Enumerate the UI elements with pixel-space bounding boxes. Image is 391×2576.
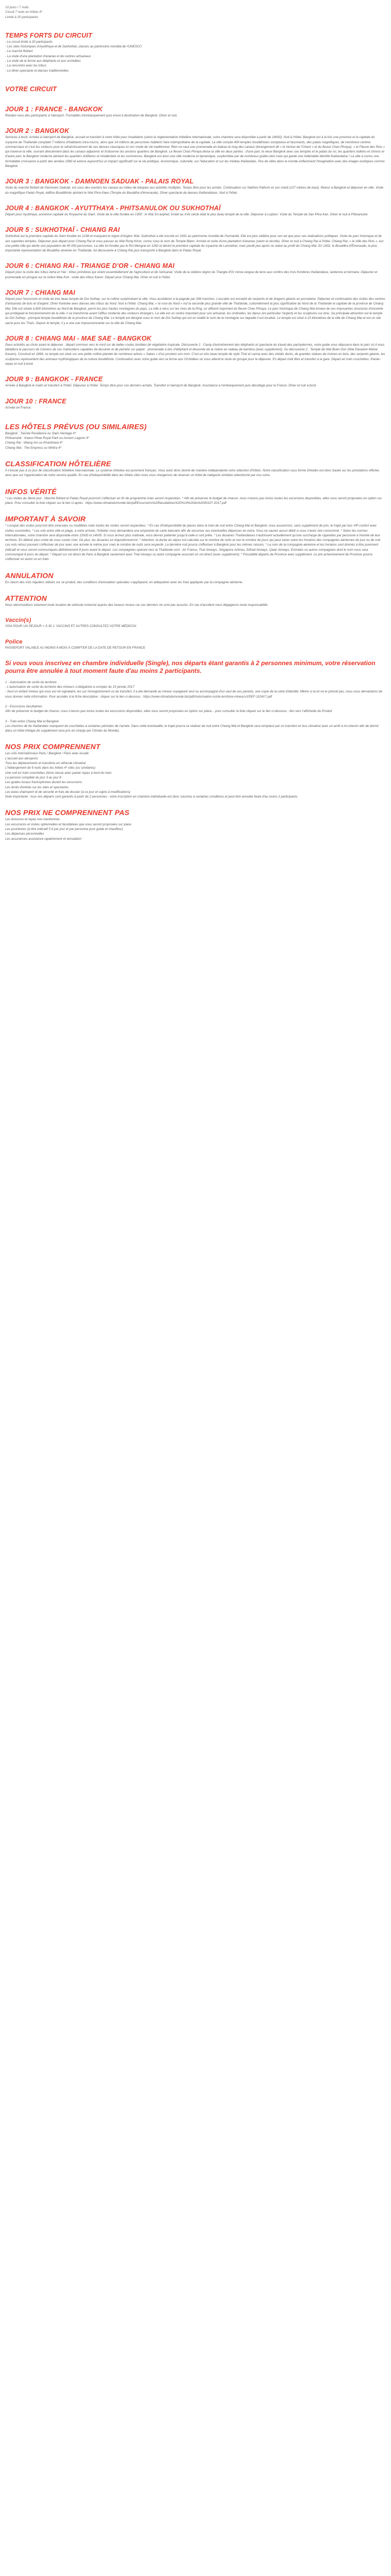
list-item: Les excursions et visites optionnelles et facultatives que vous seront proposées sur place — [5, 822, 132, 826]
section-title: ANNULATION — [5, 571, 54, 580]
section-title: ATTENTION — [5, 594, 47, 602]
hotel-item: Bangkok : Twonte Residence ou Siam Heritage 4* — [5, 431, 76, 435]
list-item: L'hébergement de 6 nuits dans les hôtels 4* cités (ou similaires) — [5, 766, 95, 770]
prix-ne-comprend-section — [5, 808, 386, 841]
hotel-item: Phitsanulok : Kaeon Phee Royal Park ou Amarin Lagoon 4* — [5, 436, 89, 440]
day-text: Départ pour l'excursion et visite du très beau temple de Doi Suthep, sur la colline surplombant la ville. Vous accéderez à la pagode par 306 marches. L'escalier est encadré de serpents et de dragons géants en porcelaine. Déjeuner et continuation des visites des centres d'artisanats de bois et d'argent. Dîner Kantoke avec danses des tribus du Nord. Nuit à l'hôtel. Chiang Mai, « la rose du Nord » est la seconde plus grande ville de Thaïlande, culturellement la plus significative du Nord de la Thaïlande et capitale de la province de Chiang Mai. Elle est située à 800 kilomètres au Nord de Bangkok, parmi les plus hautes montagnes du pays. La ville a vécu sur les rives de la Ping, un affluent important du fleuve Chao Phraya. Le parc historique de Chiang Mai émane de ses imposantes structures d'enceinte qui protégeait le fonctionnement de la ville, il se transforme avant l'afflux moderne des visiteurs étrangers. La ville est un centre important pour son artisanat, les ombrelles, les bijoux (en particulier l'argent) et les sculptures sur bois. Sa principale attraction est le temple du Doi Suthep : principal temple bouddhiste de la province de Chiang Mai. Le temple est désigné sous le nom de Doi Suthep qui est en réalité le nom de la montagne sur laquelle il est localisé. Le temple est situé à 15 kilomètres de la ville de Chiang Mai et est un site sacré pour les Thaïs. Depuis le temple, il y a une vue impressionnante sur la ville de Chiang Mai. — [5, 297, 385, 325]
notes-section — [5, 680, 386, 734]
list-item: - Les sites historiques d'Ayutthaya et de Sukhothaï, classés au patrimoine mondial de l'UNESCO — [5, 45, 142, 49]
section-title: Police — [5, 638, 23, 645]
section-text: VISA POUR UN SÉJOUR > À 30 J. VACCINS ET AUTRES CONSULTEZ VOTRE MÉDECIN — [5, 624, 136, 629]
list-item: Les vols internationaux Paris / Bangkok / Paris avec escale — [5, 752, 89, 756]
list-item: Note importante : tous nos départs sont garantis à partir de 2 personnes ; votre inscription en chambre individuelle est donc soumise à certaines conditions et peut être annulée faute d'au moins 2 participants. — [5, 795, 299, 799]
intro-line: Limité à 20 participants. — [5, 15, 39, 19]
day-section — [5, 127, 386, 168]
section-title: IMPORTANT À SAVOIR — [5, 515, 86, 523]
section-text: * Les visites du 3ème jour : Marché flottant et Palais Royal pourront s'effectuer en fin de programme mais seront respectées. * Afin de préserver le budget de chacun, nous n'avons pas inclus toutes les excursions disponibles, elles vous seront proposées en option sur place. Pour consulter la liste cliquez sur le lien ci-après : https://www.climatsdumonde.biz/pdf/Excursions%20facultatives%20%19%20du%2000107-2017.pdf — [5, 496, 382, 505]
section-text: En raison des vols réguliers utilisés sur ce produit, des conditions d'annulation spéciales s'appliquent, en adéquation avec les frais appliqués par la compagnie aérienne. — [5, 580, 243, 584]
list-item: Les pourboires (à titre indicatif 5 € par jour et par personne pour guide et chauffeur) — [5, 827, 123, 832]
day-section — [5, 226, 386, 253]
day-section — [5, 398, 386, 410]
day-title: JOUR 8 : CHIANG MAI - MAE SAE - BANGKOK — [5, 334, 152, 342]
list-item: - Le marché flottant — [5, 49, 33, 54]
section-title: NOS PRIX COMPRENNENT — [5, 742, 101, 751]
list-item: - La rencontre avec les tribus — [5, 64, 46, 68]
day-title: JOUR 3 : BANGKOK - DAMNOEN SADUAK - PALAIS ROYAL — [5, 178, 194, 185]
list-item: Les droits d'entrée sur les sites et spectacles — [5, 785, 69, 789]
day-title: JOUR 5 : SUKHOTHAÏ - CHIANG RAI — [5, 226, 120, 234]
note-line: 2 - Excursions facultatives — [5, 705, 42, 708]
vaccin-section — [5, 617, 386, 629]
section-title: NOS PRIX NE COMPRENNENT PAS — [5, 808, 129, 817]
list-item: - La visite de la ferme aux éléphants et aux orchidées — [5, 59, 81, 63]
list-item: - Le circuit limité à 20 participants — [5, 40, 53, 44]
list-item: L'accueil aux aéroports — [5, 756, 38, 760]
section-title: Vaccin(s) — [5, 617, 31, 624]
list-item: La pension complète du jour 3 au jour 8 — [5, 775, 61, 779]
section-text: * Lorsque des visites pourront être inversées ou modifiées mais toutes les visites seront respectées. * En cas d'indisponibilité de places dans le train de nuit entre Chiang Mai et Bangkok, nous assurerons, sans supplément de prix, le trajet par bus VIP confort avec visites couchettes. * Les vols entre ville et plage, à votre arrivée, l'hôtelier vous demandera une empreinte de carte bancaire afin de sécuriser ses éventuelles dépenses en extra. Vous ne saurez aucun débit si vous n'avez rien consommé. * Selon les normes internationales, votre chambre sera disponible entre 12h00 et 14h00. Si vous arrivez plus matinale, vous devrez patienter jusqu'à celle-ci soit prête. * Les douanes Thaïlandaises n'autorisent actuellement qu'une surcharge de cigarettes par personne à l'entrée de leur territoire. En détenir plus coûte de vous couter cher. De plus, les douanes lui réquisitionneront. * Attention, la durée du séjour est calculée sur le nombre de nuits et non le nombre de jours qui peut varier selon les horaires des compagnies aériennes de jour ou de nuit. Les vols retour pouvant s'effectuer de jour avec une arrivée le même jour mais le nombre de nuits sera respecté. La dernière nuit pourra s'effectuer à Bangkok pour les mêmes raisons. * Le nom de la compagnie aérienne et les horaires sont donnés à titre purement indicatif et vous seront communiqués définitivement 8 jours avant le départ. Les compagnies opérant vers la Thaïlande sont : Air France, Thaï Airways, Singapore Airlines, Etihad Airways, Qatar Airways, Emirates ou autres compagnies dont le nom vous sera communiqué 8 jours du départ. * Départ sur vol direct de Paris à Bangkok seulement avec Thaï Airways ou autre compagnie assurant un vol direct (avec supplément). * Possibilité départs de Province avec supplément. Le pré acheminement de Province pourra s'effectuer en avion ou en train. — [5, 524, 381, 562]
prix-comprend-section — [5, 742, 386, 799]
classification-section — [5, 460, 386, 478]
votre-circuit-title: VOTRE CIRCUIT — [5, 85, 57, 93]
list-item: Les boissons et repas non mentionnés — [5, 818, 60, 822]
section-text: Nous déconseillons vivement toute location de véhicule motorisé auprès des loueurs locaux car ces derniers ne sont pas assurés. En cas d'accident nous dégageons toute responsabilité. — [5, 603, 269, 607]
list-item: Les dépenses personnelles — [5, 832, 44, 836]
day-text: Départ pour Ayutthaya, ancienne capitale du Royaume du Siam. Visite de la ville fondée en 1350 : le Wat Sri-anphet, fondé au XVe siècle était le plus beau temple de la ville. Déjeuner à Lopburi. Visite du Temple de San Phra Kan. Dîner et nuit à Phitsanulok. — [5, 212, 369, 216]
day-text: Rendez-vous des participants à l'aéroport. Formalités d'embarquement puis envol à destination de Bangkok. Dîner et nuit. — [5, 113, 177, 117]
list-item: Une nuit en train couchettes 2ème classe avec panier repas à bord du train — [5, 771, 112, 775]
day-title: JOUR 2 : BANGKOK — [5, 127, 70, 135]
temps-forts-section — [5, 32, 386, 73]
single-room-warning: Si vous vous inscrivez en chambre individuelle (Single), nos départs étant garantis à 2 personnes minimum, votre réservation pourra être annulée à tout moment faute d'au moins 2 participants. — [5, 659, 376, 674]
important-section — [5, 515, 386, 562]
hotels-section — [5, 422, 386, 450]
list-item: Les taxes d'aéroport et de sécurité et frais de dossier (à ce jour et sujets à modifications) — [5, 790, 131, 794]
intro-line: 10 jours / 7 nuits. — [5, 6, 30, 9]
section-title: TEMPS FORTS DU CIRCUIT — [5, 31, 92, 39]
annulation-section — [5, 571, 386, 585]
intro-block — [5, 5, 386, 20]
day-text: Services à bord. Arrivée à l'aéroport de Bangkok, accueil et transfert à votre hôtel pour installation (selon la réglementation hôtelière internationale, votre chambre sera disponible à partir de 14h00). Nuit à l'hôtel. Bangkok est à la fois une province et la capitale du royaume de Thaïlande comptant 7 millions d'habitants intra-muros, alors que 14 millions de personnes habitent l'aire métropolitaine de la capitale. La ville compte 400 temples bouddhistes somptueux et fascinants, des palais magnifiques, de nombreux centres commerciaux et c'est les visiteurs pour le rafraîchissement de ses danses classiques et son mode de vie traditionnel. Rien ne vaut une promenade en bateau le long des canaux (étrangement dit « la Venise de l'Orient » et du fleuve Chao Phraya). « le Fleuve des Rois » qui traverse la ville, ouvrant directement dans les canaux adjacents et d'observer les anciens quartiers de Bangkok. Le fleuve Chao Phraya divise la ville en deux parties : d'une part, le vieux Bangkok avec ses temples et le palais du roi, les quartiers indiens et chinois et d'autre part, le Bangkok moderne abritant les quartiers d'affaires et résidentiels et les commerces. Bangkok est ainsi une ville moderne et dynamique, surplombée par de nombreux gratte-ciels mais qui garde une indéniable identité thaïlandaise ! La ville a connu une formidable croissance à partir des années 1960 et exerce aujourd'hui un impact significatif sur la vie politique, économique, culturelle, sur l'éducation et sur les médias thaïlandais. Peu de villes dans le monde enflamment l'imagination avec des images exotiques comme Bangkok. — [5, 135, 385, 168]
section-title: LES HÔTELS PRÉVUS (OU SIMILAIRES) — [5, 422, 147, 431]
list-item: - Le dîner-spectacle et danses traditionnelles — [5, 69, 69, 73]
note-line: 3 - Train entre Chiang Mai et Bangkok — [5, 719, 59, 723]
note-line: - L'autorisation de sortie du territoire des mineurs s'obligatoire à compter du 15 janvier 2017 — [5, 685, 135, 689]
document-page — [0, 0, 391, 852]
day-section — [5, 262, 386, 280]
day-title: JOUR 6 : CHIANG RAI - TRIANGE D'OR - CHIANG MAI — [5, 262, 175, 270]
list-item: - La visite d'une plantation d'ananas et de centres artisanaux — [5, 54, 91, 58]
hotel-item: Chiang Rai : Wiang Inn ou Khanthana 4* — [5, 441, 63, 445]
section-text: Il n'existe pas à ce jour de classification hôtelière internationale. Le système d'étoiles est purement français. Vous avez donc donné de manière indépendante votre sélection d'hôtels. Notre classification sous forme d'étoiles est donc basée sur les prestations offertes ainsi que sur l'appréciation de notre service qualité. En cas d'indisponibilité dans les hôtels cités nous vous chargerons de réserver un hôtel de catégorie similaire sélectionné par nos soins. — [5, 469, 380, 478]
section-title: INFOS VÉRITÉ — [5, 487, 57, 496]
list-item: Les assurances assistance rapatriement et annulation — [5, 837, 82, 841]
day-section — [5, 335, 386, 366]
attention-section — [5, 594, 386, 607]
day-text: Arrivée en France. — [5, 405, 31, 410]
day-title: JOUR 10 : FRANCE — [5, 397, 67, 405]
day-text: Deux activités au choix avant le déjeuner : départ commun vers le nord sur de belles routes bordées de végétation tropicale. Découverte 1 : Camp d'entraînement des éléphants et spectacle du travail des pachydermes, votre guide vous déposera dans le parc où il vous détaillera le parcours de l'univers de ces mahoutiens capables de dessiner et de peindre sur papier : promenade à dos d'éléphant et descente de la rivière en radeau de bambou (avec supplément). Ou découverte 2 : Temple de Wat Buen Don (Wat Darawire Mahat Kasem). Construit en 1894, ce temple est situé sur une petite colline plantée de nombreux arbres « Sakes » d'où provient son nom. C'est un très beau temple de style Thaï et Lanna avec des chédis dorés, de grandes statues de moines en bois, des serpents géants, les sculptures représentent des animaux mythologiques de la culture bouddhiste. Continuation avec votre guide vers la ferme aux Orchidées où vous attend le reste du groupe pour le déjeuner. En départ midi libre et transfert à la gare. Départ en train couchettes. Panier-repas et nuit à bord. — [5, 343, 385, 366]
day-section — [5, 376, 386, 388]
day-section — [5, 178, 386, 195]
day-text: Visite du marché flottant de Damnoen Saduak, est sous des ouvriers les canaux au milieu de barques aux activités multiples. Temps libre pour les achats. Continuation sur Nakhon Pathom et son chedi (127 mètres de haut). Retour à Bangkok et déjeuner en ville. Visite du magnifique Palais Royal, édifice Bouddhiste abritant le Wat Phra Kaeo (Temple du Bouddha d'émeraude). Dîner-spectacle de danses thaïlandaises. Nuit à l'hôtel. — [5, 186, 384, 195]
hotel-item: Chiang Mai : The Empress ou Wiritra 4* — [5, 446, 61, 450]
list-item: Tous les déplacements et transferts en véhicule climatisé — [5, 761, 86, 766]
intro-line: Circuit 7 nuits en hôtels 4*. — [5, 10, 43, 14]
day-title: JOUR 7 : CHIANG MAI — [5, 289, 75, 297]
day-title: JOUR 4 : BANGKOK - AYUTTHAYA - PHITSANULOK OU SUKHOTHAÏ — [5, 204, 221, 212]
day-section — [5, 205, 386, 217]
note-line: 1 - Autorisation de sortie du territoire — [5, 680, 57, 684]
day-section — [5, 106, 386, 118]
list-item: Les guides locaux francophones durant les excursions — [5, 781, 82, 785]
section-text: PASSEPORT VALABLE AU MOINS 6 MOIS À COMPTER DE LA DATE DE RETOUR EN FRANCE — [5, 646, 145, 650]
note-line: - Seul un enfant mineur qui vous est né signataire, les sur l'enregistrement ou du transfert, il a été demandé au mineur voyageant seul ou accompagné d'un seul de ses parents, une copie de la carte d'identité. Même si la loi ne le prévoit pas, nous vous demandons de vous donner cette information. Pour accéder à la fiche descriptive : cliquer sur le lien ci-dessous : https://www.climatsdumonde.biz/pdf/Autorisation-sortie-territoire-mineurs/VDEF-110417.pdf — [5, 690, 383, 699]
day-title: JOUR 9 : BANGKOK - FRANCE — [5, 376, 103, 383]
note-line: Afin de préserver le budget de chacun, nous n'avons pas inclus toutes les excursions disponibles, elles vous seront proposées en option sur place... pour consulter la liste cliquez sur le lien ci-dessous : lien vers l'affichette du Produit — [5, 709, 332, 714]
section-title: CLASSIFICATION HÔTELIÈRE — [5, 460, 111, 468]
police-section — [5, 638, 386, 650]
day-text: Arrivée à Bangkok le matin et transfert à l'hôtel. Déjeuner à l'hôtel. Temps libre pour vos derniers achats. Transfert à l'aéroport de Bangkok. Assistance à l'embarquement puis décollage pour la France. Dîner et nuit à bord. — [5, 384, 317, 388]
infos-section — [5, 487, 386, 506]
day-text: Sukhothaï est la première capitale du Siam fondée en 1238 et marquant le règne d'Angkor Wat. Sukhothaï a été inscrite en 1991 au patrimoine mondial de l'humanité. Elle est plus célèbre pour son art que pour ses réalisations politiques. Visite du parc historique et de ses superbes temples. Déjeuner puis départ pour Chiang Rai et vous passez au Wat Rong Khun, connu sous le nom de Temple Blanc. Arrivée et visite d'une plantation d'ananas (selon la récolte). Dîner et nuit à Chiang Rai à l'hôtel. Chiang Rai, « la Ville des Rois », est une petite ville qui abrite une population de 65 000 personnes. La ville fut fondée par le Roi Mengrai en 1262 et devint la première capitale du royaume de Lannathai, mais perdit peu après ce statut au profit de Chiang Mai. En 1432, le Bouddha d'Émeraude, la plus importante représentation de Bouddha vénérée en Thaïlande, fut découverte à Chiang Rai puis transporté à Bangkok dans le Palais Royal. — [5, 234, 384, 253]
day-text: Départ pour la visite des tribus Akha et Yao : tribus primitives qui vivent essentiellement de l'agriculture et de l'artisanat. Visite de la célèbre région du Triangle d'Or mince langue de terre aux confins des trois frontières thaïlandaise, laotienne et birmane. Déjeuner et promenade en pirogue sur la rivière Mae Kok ; visite des tribus Karen. Départ pour Chiang Mai. Dîner et nuit à l'hôtel. — [5, 270, 378, 279]
day-section — [5, 289, 386, 326]
note-line: Les chemins de fer thaïlandais manquent de couchettes à certaines périodes de l'année. Dans cette éventualité, le trajet pourra se réaliser de nuit entre Chiang Mai et Bangkok sera remplacé par un transfert en bus climatisé avec un arrêt à mi-chemin afin de dormir dans un hôtel d'étape (le supplément sera pris en charge par Climats du Monde). — [5, 724, 379, 733]
day-title: JOUR 1 : FRANCE - BANGKOK — [5, 105, 103, 113]
